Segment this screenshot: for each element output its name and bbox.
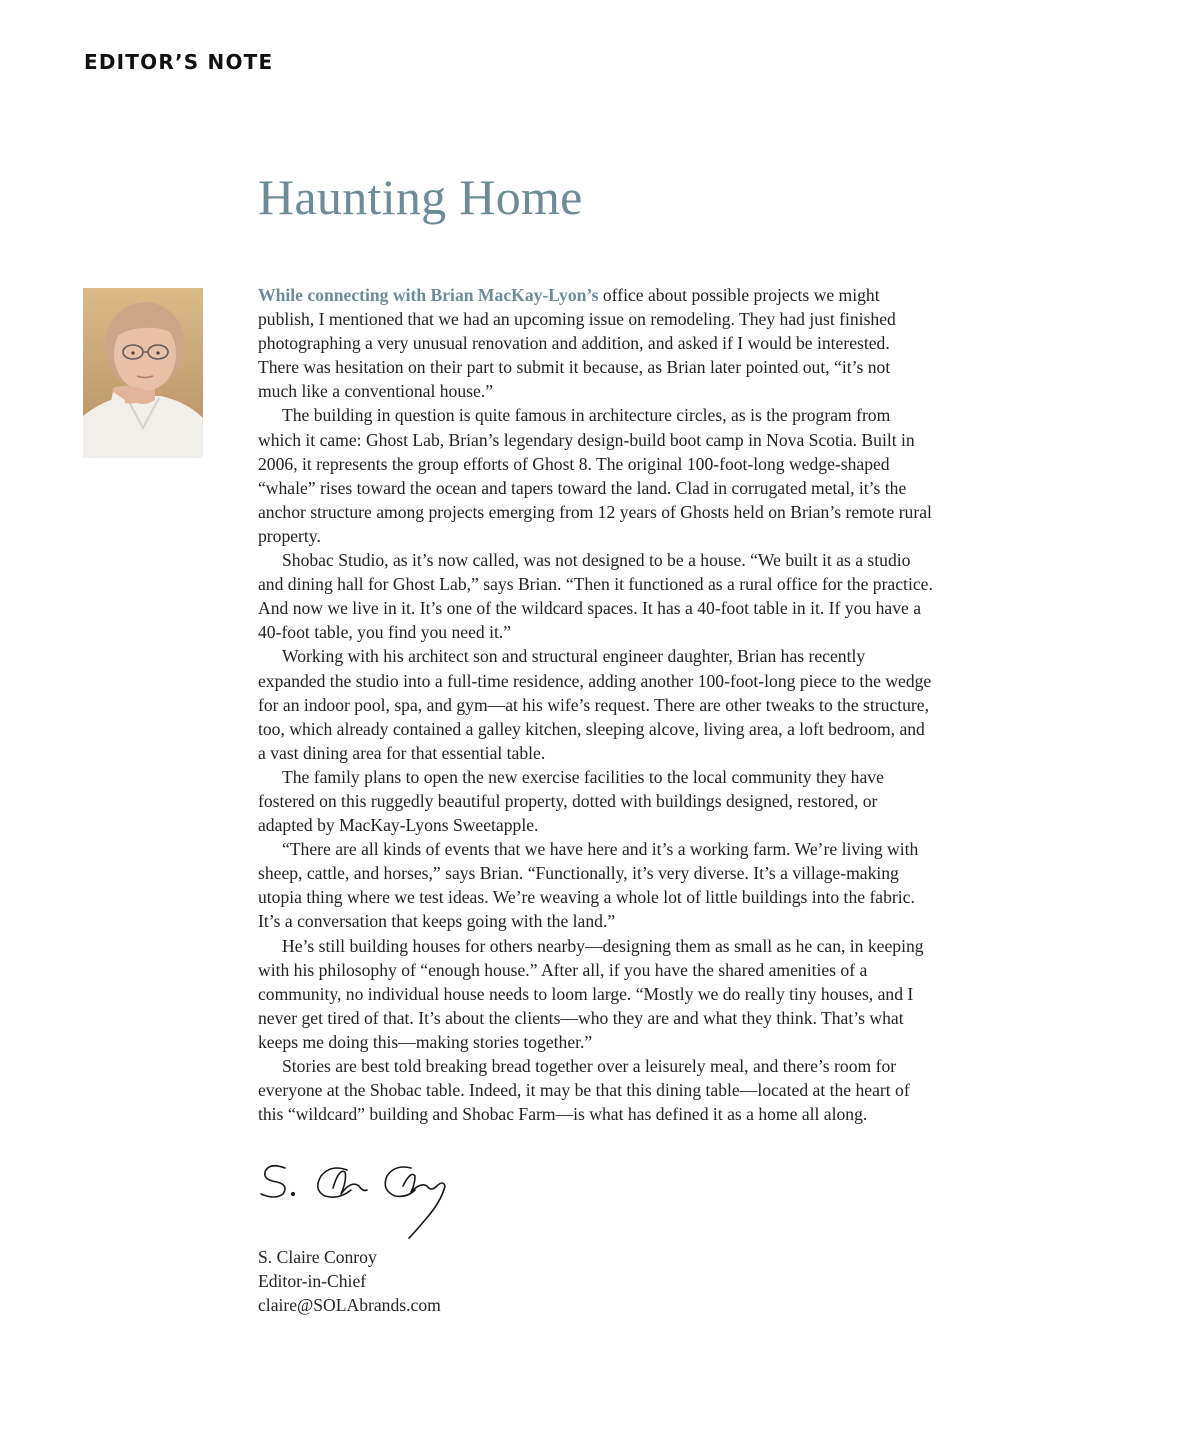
editor-name: S. Claire Conroy (258, 1247, 377, 1267)
article-paragraph: Shobac Studio, as it’s now called, was not designed to be a house. “We built it as a studio and dining hall for Ghost Lab,” says Brian. “Then it functioned as a rural office for the practice. And now we live in it. It’s one of the wildcard spaces. It has a 40-foot table in it. If you have a 40-foot table, you find you need it.” (258, 550, 933, 643)
article-paragraph: “There are all kinds of events that we have here and it’s a working farm. We’re living with sheep, cattle, and horses,” says Brian. “Functionally, it’s very diverse. It’s a village-making utopia thing where we test ideas. We’re weaving a whole lot of little buildings into the fabric. It’s a conversation that keeps going with the land.” (258, 839, 919, 932)
article-paragraph: The building in question is quite famous in architecture circles, as is the program from which it came: Ghost Lab, Brian’s legendary design-build boot camp in Nova Scotia. Built in 2006, it represents the group efforts of Ghost 8. The original 100-foot-long wedge-shaped “whale” rises toward the ocean and tapers toward the land. Clad in corrugated metal, it’s the anchor structure among projects emerging from 12 years of Ghosts held on Brian’s remote rural property. (258, 405, 932, 546)
article-paragraph: Stories are best told breaking bread together over a leisurely meal, and there’s room for everyone at the Shobac table. Indeed, it may be that this dining table—located at the heart of this “wildcard” building and Shobac Farm—is what has defined it as a home all along. (258, 1056, 910, 1125)
article-paragraph: The family plans to open the new exercise facilities to the local community they have fostered on this ruggedly beautiful property, dotted with buildings designed, restored, or adapted by MacKay-Lyons Sweetapple. (258, 766, 884, 836)
signature (255, 1150, 485, 1245)
page-title: Haunting Home (258, 169, 583, 225)
article-body (258, 283, 933, 1126)
lead-in: While connecting with Brian MacKay-Lyon’s (258, 285, 599, 305)
editor-portrait (83, 288, 203, 458)
editor-email: claire@SOLAbrands.com (258, 1295, 441, 1316)
section-label: EDITOR’S NOTE (84, 50, 274, 74)
article-paragraph: He’s still building houses for others nearby—designing them as small as he can, in keeping with his philosophy of “enough house.” After all, if you have the shared amenities of a community, no individual house needs to loom large. “Mostly we do really tiny houses, and I never get tired of that. It’s about the clients—who they are and what they think. That’s what keeps me doing this—making stories together.” (258, 935, 924, 1052)
editor-role: Editor-in-Chief (258, 1271, 367, 1292)
signoff-block (258, 1245, 441, 1317)
article-paragraph (258, 283, 933, 403)
article-paragraph: Working with his architect son and structural engineer daughter, Brian has recently expanded the studio into a full-time residence, adding another 100-foot-long piece to the wedge for an indoor pool, spa, and gym—at his wife’s request. There are other tweaks to the structure, too, which already contained a galley kitchen, sleeping alcove, living area, a loft bedroom, and a vast dining area for that essential table. (258, 646, 932, 763)
paragraph-text: office about possible projects we might publish, I mentioned that we had an upcoming issue on remodeling. They had just finished photographing a very unusual renovation and addition, and asked if I would be interested. There was hesitation on their part to submit it because, as Brian later pointed out, “it’s not much like a conventional house.” (258, 285, 896, 402)
